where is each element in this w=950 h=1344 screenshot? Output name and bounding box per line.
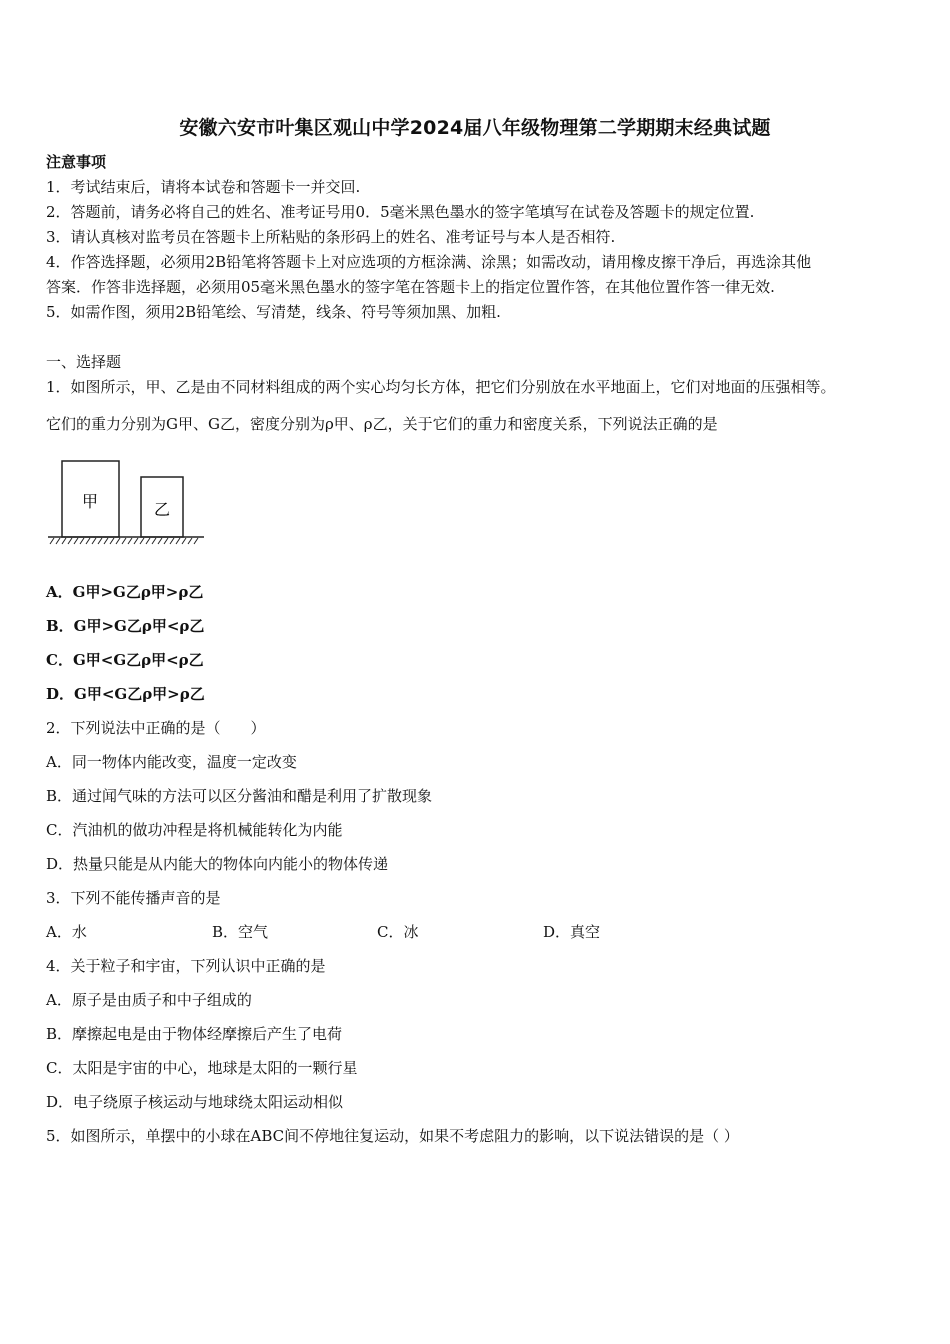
q1-stem-line1: 1．如图所示，甲、乙是由不同材料组成的两个实心均匀长方体，把它们分别放在水平地面上，它们对地面的压强相等。: [46, 378, 836, 396]
block-jia-label: 甲: [81, 492, 99, 511]
q3-option-d: D．真空: [543, 923, 601, 941]
q2-option-c: C．汽油机的做功冲程是将机械能转化为内能: [46, 821, 343, 839]
q3-stem: 3．下列不能传播声音的是: [46, 889, 221, 907]
q4-option-a: A．原子是由质子和中子组成的: [46, 991, 252, 1009]
section-heading: 一、选择题: [46, 353, 122, 371]
q4-option-b: B．摩擦起电是由于物体经摩擦后产生了电荷: [46, 1025, 343, 1043]
notice-item-5: 5．如需作图，须用2B铅笔绘、写清楚，线条、符号等须加黑、加粗.: [46, 303, 501, 321]
q2-option-d: D．热量只能是从内能大的物体向内能小的物体传递: [46, 855, 389, 873]
exam-title: 安徽六安市叶集区观山中学2024届八年级物理第二学期期末经典试题: [179, 117, 771, 139]
notice-item-4-cont: 答案．作答非选择题，必须用05毫米黑色墨水的签字笔在答题卡上的指定位置作答，在其他位置作答一律无效.: [46, 278, 775, 296]
q1-stem-line2: 它们的重力分别为G甲、G乙，密度分别为ρ甲、ρ乙，关于它们的重力和密度关系，下列说法正确的是: [46, 415, 718, 433]
notice-item-3: 3．请认真核对监考员在答题卡上所粘贴的条形码上的姓名、准考证号与本人是否相符.: [46, 228, 616, 246]
q3-option-a: A．水: [46, 923, 87, 941]
notice-item-1: 1．考试结束后，请将本试卷和答题卡一并交回.: [46, 178, 361, 196]
q2-stem: 2．下列说法中正确的是（ ）: [46, 719, 266, 737]
q1-option-a: A．G甲>G乙ρ甲>ρ乙: [46, 583, 204, 601]
notice-heading: 注意事项: [46, 153, 107, 171]
blocks-diagram: [44, 455, 214, 550]
q4-stem: 4．关于粒子和宇宙，下列认识中正确的是: [46, 957, 326, 975]
q1-option-c: C．G甲<G乙ρ甲<ρ乙: [46, 651, 204, 669]
q4-option-d: D．电子绕原子核运动与地球绕太阳运动相似: [46, 1093, 344, 1111]
block-yi-label: 乙: [153, 500, 171, 519]
q1-option-d: D．G甲<G乙ρ甲>ρ乙: [46, 685, 205, 703]
q4-option-c: C．太阳是宇宙的中心，地球是太阳的一颗行星: [46, 1059, 358, 1077]
ground-hatching: [50, 538, 198, 544]
notice-item-2: 2．答题前，请务必将自己的姓名、准考证号用0．5毫米黑色墨水的签字笔填写在试卷及答题卡的规定位置.: [46, 203, 755, 221]
q2-option-b: B．通过闻气味的方法可以区分酱油和醋是利用了扩散现象: [46, 787, 433, 805]
q3-option-c: C．冰: [377, 923, 419, 941]
notice-item-4: 4．作答选择题，必须用2B铅笔将答题卡上对应选项的方框涂满、涂黑；如需改动，请用橡皮擦干净后，再选涂其他: [46, 253, 812, 271]
q1-option-b: B．G甲>G乙ρ甲<ρ乙: [46, 617, 205, 635]
q3-option-b: B．空气: [212, 923, 269, 941]
q2-option-a: A．同一物体内能改变，温度一定改变: [46, 753, 297, 771]
q5-stem: 5．如图所示，单摆中的小球在ABC间不停地往复运动，如果不考虑阻力的影响，以下说法错误的是（ ）: [46, 1127, 739, 1145]
q1-figure-blocks: [44, 455, 214, 554]
